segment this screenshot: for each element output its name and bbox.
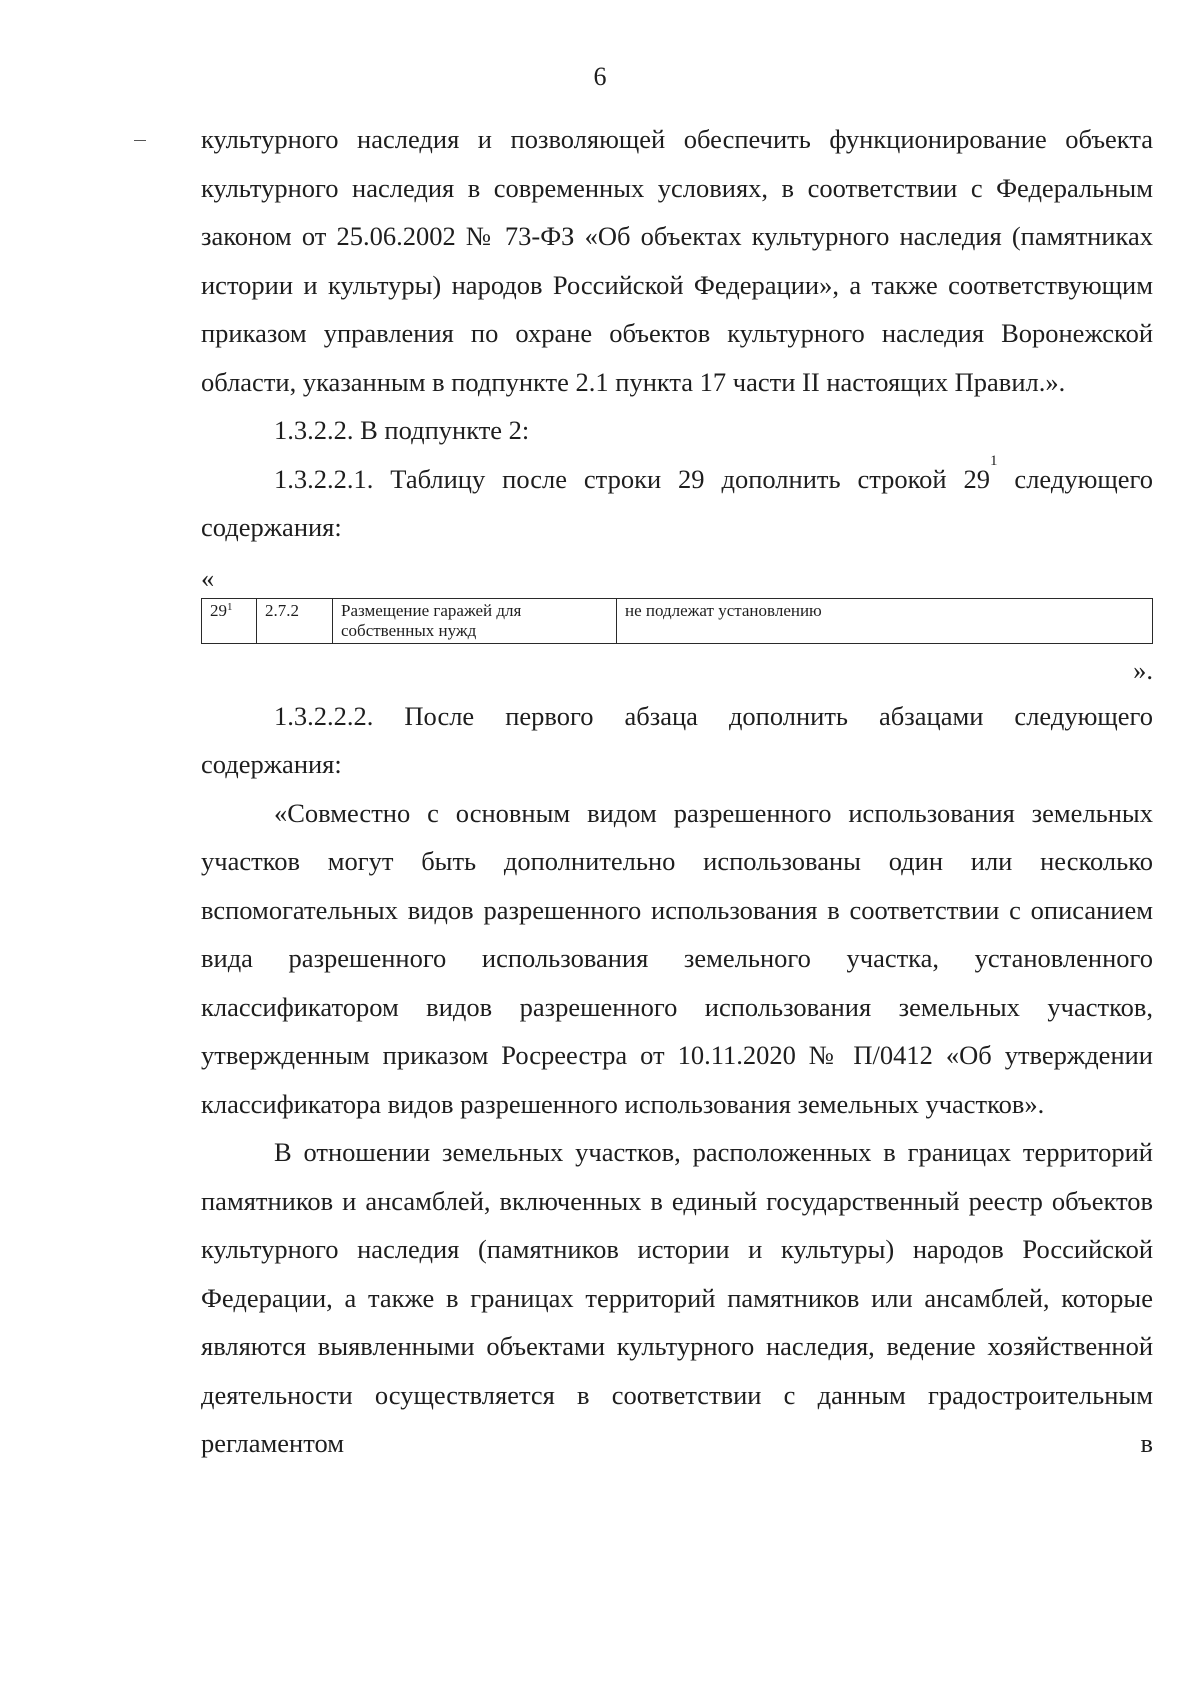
- instruction-text-end: следующего содержания:: [201, 463, 1153, 542]
- amendment-table: [201, 598, 1153, 644]
- closing-quote: ».: [1133, 654, 1153, 685]
- row-number-superscript: 1: [990, 452, 998, 469]
- row-number: 29: [210, 600, 227, 620]
- paragraph-subitem-instruction: 1.3.2.2.2. После первого абзаца дополнить абзацами следующего содержания:: [201, 700, 1153, 779]
- paragraph-table-instruction: [201, 452, 1153, 552]
- table-row: [202, 598, 1153, 643]
- paragraph-subitem-heading: 1.3.2.2. В подпункте 2:: [274, 415, 530, 445]
- paragraph-inserted-text: «Совместно с основным видом разрешенного использования земельных участков могут быть дополнительно использованы один или несколько вспомогательных видов разрешенного использования в соответствии с описанием вида разрешенного использования земельного участка, установленного классификатором видов разрешенного использования земельных участков, утвержденным приказом Росреестра от 10.11.2020 № П/0412 «Об утверждении классификатора видов разрешенного использования земельных участков».: [201, 797, 1153, 1119]
- page-number: 6: [593, 62, 607, 91]
- cell-code: 2.7.2: [257, 598, 333, 643]
- paragraph-heritage-territories: В отношении земельных участков, расположенных в границах территорий памятников и ансамблей, включенных в единый государственный реестр объектов культурного наследия (памятников истории и культуры) народов Российской Федерации, а также в границах территорий памятников или ансамблей, которые являются выявленными объектами культурного наследия, ведение хозяйственной деятельности осуществляется в соответствии с данным градостроительным регламентом в: [201, 1137, 1153, 1458]
- opening-quote: «: [201, 562, 215, 593]
- cell-use-name: Размещение гаражей для собственных нужд: [333, 598, 617, 643]
- cell-parameters: не подлежат установлению: [617, 598, 1153, 643]
- cell-row-number: [202, 598, 257, 643]
- paragraph-continuation: культурного наследия и позволяющей обеспечить функционирование объекта культурного наследия в современных условиях, в соответствии с Федеральным законом от 25.06.2002 № 73-ФЗ «Об объектах культурного наследия (памятниках истории и культуры) народов Российской Федерации», а также соответствующим приказом управления по охране объектов культурного наследия Воронежской области, указанным в подпункте 2.1 пункта 17 части II настоящих Правил.».: [201, 124, 1153, 397]
- document-body: [201, 115, 1153, 1468]
- row-number-sup: 1: [227, 600, 233, 613]
- margin-mark: [134, 140, 146, 141]
- instruction-text-start: 1.3.2.2.1. Таблицу после строки 29 дополнить строкой 29: [274, 463, 991, 494]
